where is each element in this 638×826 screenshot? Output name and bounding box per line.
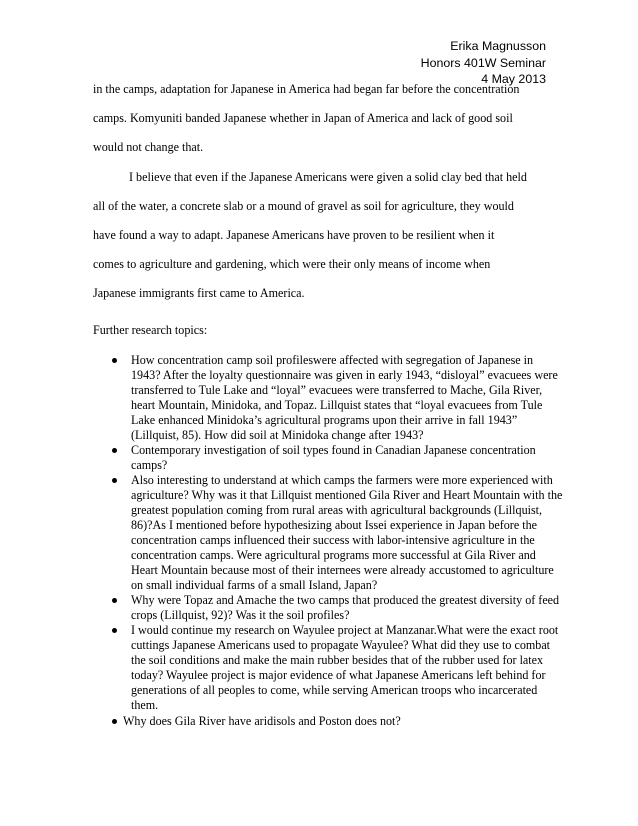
list-item <box>93 593 563 623</box>
list-item <box>93 353 563 443</box>
author-name: Erika Magnusson <box>450 39 546 53</box>
bullet-icon <box>112 598 117 603</box>
body-line: comes to agriculture and gardening, which were their only means of income when <box>93 257 491 272</box>
list-item <box>93 714 563 729</box>
bullet-icon <box>112 448 117 453</box>
list-item <box>93 623 563 713</box>
document-date: 4 May 2013 <box>481 72 546 86</box>
body-line: I believe that even if the Japanese Americans were given a solid clay bed that held <box>129 169 527 184</box>
list-item-text: Also interesting to understand at which camps the farmers were more experienced with agriculture? Why was it that Lillquist mentioned Gila River and Heart Mountain with the greatest population coming from rural areas with agricultural backgrounds (Lillquist, 86)?As I mentioned before hypothesizing about Issei experience in Japan before the concentration camps influenced their success with labor-intensive agriculture in the concentration camps. Were agricultural programs more successful at Gila River and Heart Mountain because most of their internees were already accustomed to agriculture on small individual farms of a small Island, Japan? <box>131 473 563 592</box>
bullet-icon <box>112 358 117 363</box>
bullet-icon <box>112 628 117 633</box>
list-item <box>93 443 563 473</box>
list-item-text: Why were Topaz and Amache the two camps that produced the greatest diversity of feed crops (Lillquist, 92)? Was it the soil profiles? <box>131 593 560 622</box>
body-line: in the camps, adaptation for Japanese in America had began far before the concentration <box>93 82 520 96</box>
list-item-text: How concentration camp soil profileswere affected with segregation of Japanese in 1943? After the loyalty questionnaire was given in early 1943, “disloyal” evacuees were transferred to Tule Lake and “loyal” evacuees were transferred to Mache, Gila River, heart Mountain, Minidoka, and Topaz. Lillquist states that “loyal evacuees from Tule Lake enhanced Minidoka’s agricultural programs upon their arrive in fall 1943” (Lillquist, 85). How did soil at Minidoka change after 1943? <box>131 353 558 442</box>
body-text <box>93 80 553 314</box>
course-name: Honors 401W Seminar <box>420 55 546 70</box>
research-topics-list <box>93 353 563 729</box>
section-title: Further research topics: <box>93 323 208 337</box>
body-line: have found a way to adapt. Japanese Americans have proven to be resilient when it <box>93 227 495 242</box>
list-item-text: Why does Gila River have aridisols and Poston does not? <box>123 714 401 728</box>
body-line: Japanese immigrants first came to America. <box>93 286 305 301</box>
bullet-icon <box>112 478 117 483</box>
list-item <box>93 473 563 593</box>
bullet-icon <box>112 719 117 724</box>
body-line: all of the water, a concrete slab or a mound of gravel as soil for agriculture, they would <box>93 198 514 213</box>
list-item-text: Contemporary investigation of soil types found in Canadian Japanese concentration camps? <box>131 443 536 472</box>
list-item-text: I would continue my research on Wayulee project at Manzanar.What were the exact root cuttings Japanese Americans used to propagate Wayulee? What did they use to combat the soil conditions and make the main rubber besides that of the rubber used for latex today? Wayulee project is major evidence of what Japanese Americans left behind for generations of all peoples to come, while serving American troops who incarcerated them. <box>131 623 559 712</box>
body-line: camps. Komyuniti banded Japanese whether in Japan of America and lack of good soil <box>93 111 513 126</box>
body-line: would not change that. <box>93 140 204 155</box>
